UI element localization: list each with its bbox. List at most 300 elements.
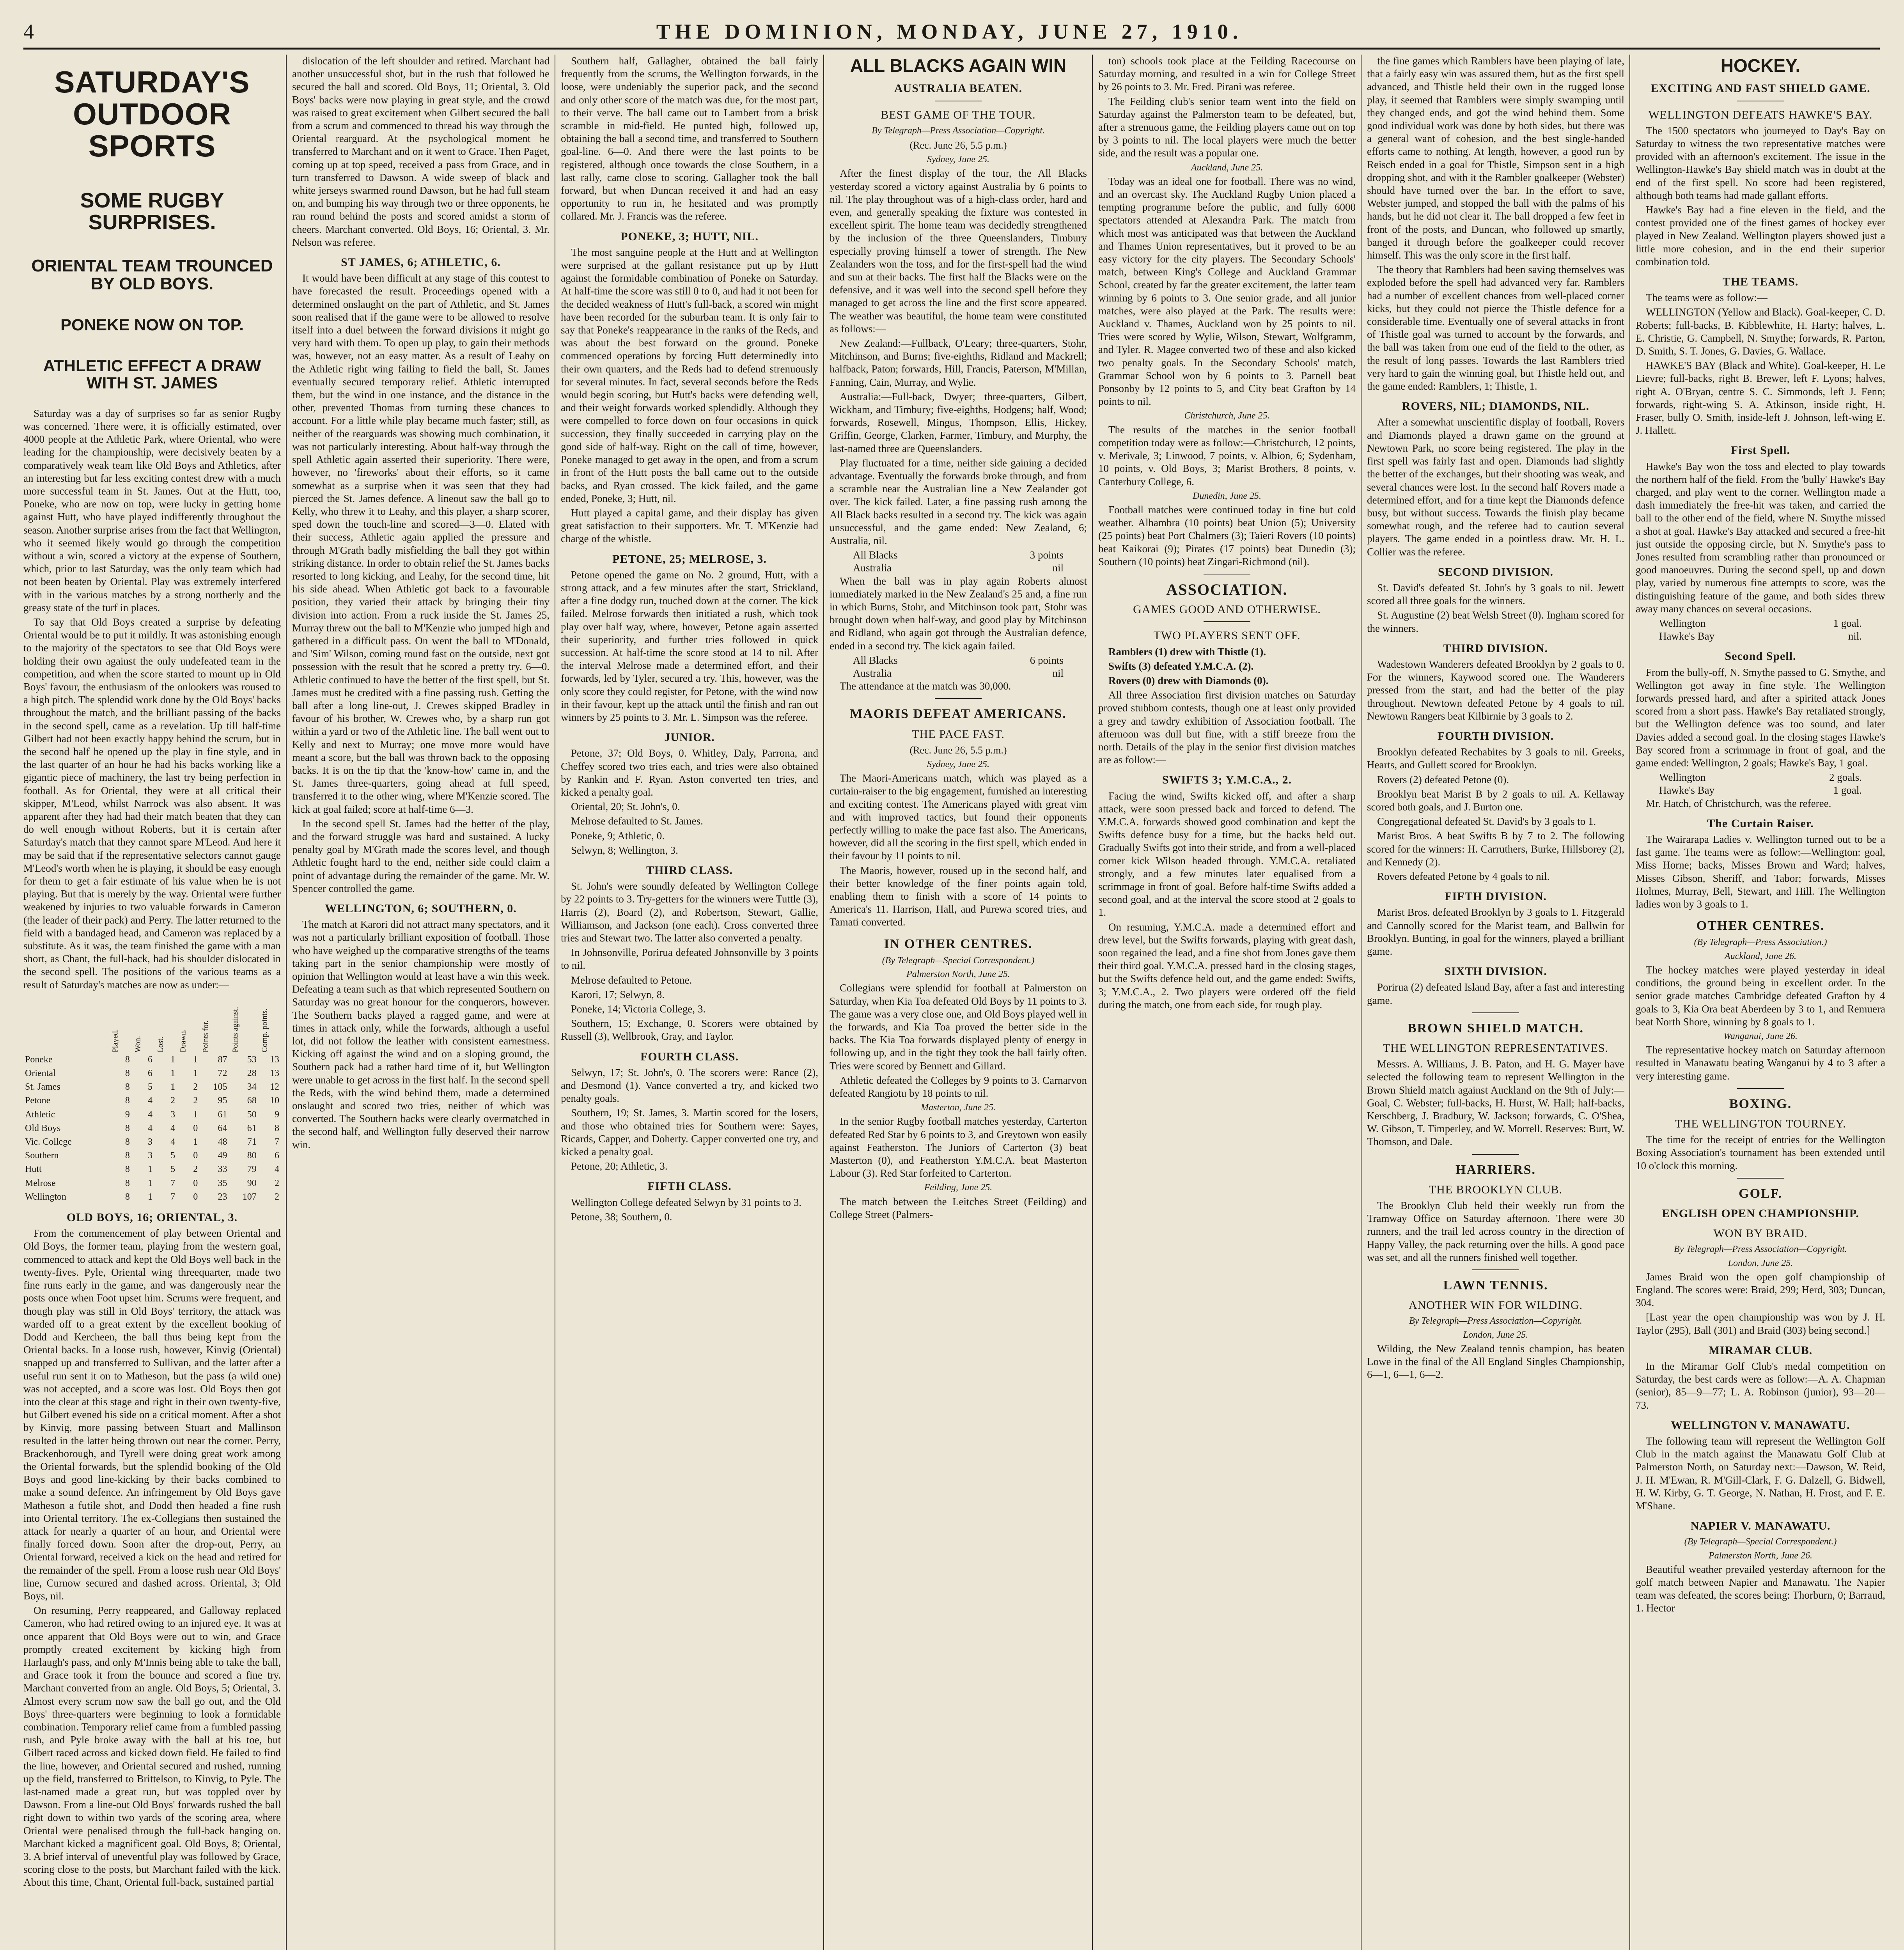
- stat-cell: 9: [125, 1109, 130, 1120]
- team-name-cell: Oriental: [25, 1068, 56, 1079]
- result-line: Wellington College defeated Selwyn by 31 points to 3.: [571, 1196, 801, 1208]
- stat-cell: 1: [147, 1178, 152, 1188]
- result-line: Melrose defaulted to Petone.: [571, 974, 692, 986]
- stat-cell: 2: [170, 1096, 176, 1106]
- sub-heading: First Spell.: [1731, 444, 1790, 457]
- match-heading: PONEKE, 3; HUTT, NIL.: [620, 230, 759, 243]
- stat-cell: 4: [170, 1137, 176, 1147]
- article-paragraph: The Maoris, however, roused up in the second half, and their better knowledge of the finer points again told, enabling them to finish with a score of 14 points to America's 11. Harrison, Hall, and Purewa scored tries, and Tamati converted.: [830, 864, 1087, 928]
- score-line: [830, 562, 1087, 574]
- division-heading: SIXTH DIVISION.: [1444, 965, 1547, 978]
- result-line: St. John's were soundly defeated by Wellington College by 22 points to 3. Try-getters for the winners were Tuttle (3), Harris (2), Board (2), and Robertson, Stewart, Gallie, Williamson, and Jackson (one each). Cross converted three tries and Stewart two. The latter also converted a penalty.: [561, 880, 818, 944]
- wire-credit: By Telegraph—Press Association—Copyright.: [1409, 1316, 1582, 1326]
- score-line: [1636, 617, 1885, 630]
- score-summary: [830, 654, 1087, 680]
- section-headline: GOLF.: [1739, 1186, 1782, 1201]
- stat-cell: 95: [218, 1096, 227, 1106]
- deck-3: PONEKE NOW ON TOP.: [60, 316, 244, 334]
- wire-credit: (By Telegraph—Special Correspondent.): [882, 955, 1035, 966]
- stat-cell: 5: [147, 1082, 152, 1092]
- stat-cell: 53: [247, 1054, 257, 1065]
- dateline: Auckland, June 26.: [1725, 951, 1796, 961]
- article-paragraph: Australia:—Full-back, Dwyer; three-quarters, Gilbert, Wickham, and Timbury; five-eighths, Hodgens; half, Wood; forwards, Rosewell, Mingus, Thompson, Ellis, Hickey, Griffin, George, Clarken, Farmer, Timbury, and Murphy, the last-named three are Queenslanders.: [830, 390, 1087, 454]
- divider: [1472, 1154, 1519, 1155]
- result-line: Ramblers (1) drew with Thistle (1).: [1108, 645, 1266, 658]
- divider: [1204, 621, 1250, 622]
- score-summary: [1636, 617, 1885, 643]
- section-headline: HARRIERS.: [1455, 1162, 1536, 1177]
- stat-cell: 1: [147, 1164, 152, 1175]
- col-header-won: Won.: [133, 1035, 142, 1053]
- article-paragraph: Brooklyn beat Marist B by 2 goals to nil. A. Kellaway scored both goals, and J. Burton one.: [1367, 788, 1624, 813]
- stat-cell: 35: [218, 1178, 227, 1188]
- deck-line: ANOTHER WIN FOR WILDING.: [1408, 1299, 1583, 1312]
- col-header-points-against: Points against.: [230, 1007, 239, 1053]
- section-headline: ASSOCIATION.: [1166, 580, 1288, 598]
- result-line: Melrose defaulted to St. James.: [571, 815, 703, 827]
- grade-heading: FIFTH CLASS.: [647, 1180, 732, 1193]
- stat-cell: 71: [247, 1137, 257, 1147]
- deck-line: ENGLISH OPEN CHAMPIONSHIP.: [1662, 1207, 1859, 1220]
- score-line: [1636, 784, 1885, 797]
- stat-cell: 4: [147, 1096, 152, 1106]
- article-paragraph: the fine games which Ramblers have been playing of late, that a fairly easy win was assured them, but as the first spell advanced, and Thistle held their own in the rugged loose play, it seemed that Ramblers were simply swamping until they changed ends, and got the wind behind them. Some good individual work was done by both sides, but there was a general want of cohesion, and the best single-handed efforts came to nothing. At length, however, a good run by Reisch ended in a goal for Thistle, Simpson sent in a high dropping shot, and with it the Rambler goalkeeper (Webster) should have turned over the bar. In the effort to save, Webster jumped, and stopped the ball with the palms of his hands, but he did not clear it. The ball dropped a few feet in front of the posts, and Duncan, who followed up smartly, banged it through before the goalkeeper could recover himself. This was the only score in the first half.: [1367, 55, 1624, 261]
- stat-cell: 2: [193, 1082, 198, 1092]
- dateline: Dunedin, June 25.: [1193, 491, 1261, 501]
- stat-cell: 0: [193, 1150, 198, 1161]
- stat-cell: 2: [193, 1164, 198, 1175]
- stat-cell: 3: [147, 1137, 152, 1147]
- column-rule: [286, 55, 287, 1950]
- sub-heading: WELLINGTON V. MANAWATU.: [1671, 1418, 1850, 1432]
- dateline: Palmerston North, June 26.: [1709, 1550, 1812, 1561]
- result-line: Petone, 37; Old Boys, 0. Whitley, Daly, Parrona, and Cheffey scored two tries each, and tries were also obtained by Rankin and F. Ryan. Aston converted ten tries, and kicked a penalty goal.: [561, 747, 818, 798]
- article-paragraph: dislocation of the left shoulder and retired. Marchant had another unsuccessful shot, but in the rush that followed he secured the ball and scored. Old Boys, 11; Oriental, 3. Old Boys' backs were now playing in great style, and the crowd was raised to great excitement when Gilbert secured the ball from a scrum and commenced to thread his way through the Oriental rearguard. At the psychological moment he transferred to Marchant and on it went to Grace. Then Paget, coming up at top speed, received a pass from Grace, and in turn transferred to Dawson. A wide sweep of black and white jerseys swarmed round Dawson, but he had full steam on, and bumping his way through two or three opponents, he ran round behind the posts and scored amidst a storm of cheers. Marchant converted. Old Boys, 16; Oriental, 3. Mr. Nelson was referee.: [292, 55, 550, 248]
- score-line: [830, 654, 1087, 667]
- article-paragraph: In the second spell St. James had the better of the play, and the forward struggle was hard and sustained. A lucky penalty goal by M'Grath made the scores level, and though Athletic fought hard to the end, neither side could claim a point of advantage during the remainder of the game. Mr. W. Spencer controlled the game.: [292, 817, 550, 894]
- deck-line: WON BY BRAID.: [1713, 1227, 1808, 1240]
- stat-cell: 6: [147, 1068, 152, 1079]
- stat-cell: 64: [218, 1123, 227, 1133]
- team-name-cell: Melrose: [25, 1178, 56, 1188]
- stat-cell: 3: [170, 1109, 176, 1120]
- stat-cell: 8: [125, 1054, 130, 1065]
- match-heading: SWIFTS 3; Y.M.C.A., 2.: [1162, 773, 1292, 787]
- result-line: Petone, 38; Southern, 0.: [571, 1211, 672, 1223]
- score-team: Wellington: [1659, 771, 1706, 784]
- result-line: In Johnsonville, Porirua defeated Johnsonville by 3 points to nil.: [561, 947, 818, 971]
- dateline: Wanganui, June 26.: [1723, 1031, 1798, 1041]
- dateline: Sydney, June 25.: [927, 154, 989, 165]
- article-paragraph: The match at Karori did not attract many spectators, and it was not a particularly brilliant exposition of football. Those who have weighed up the comparative strengths of the teams taking part in the senior championship were mostly of opinion that Wellington would at least have a win this week. Defeating a team such as that which represented Southern on Saturday was no great honour for the conquerors, however. The Southern backs played a ragged game, and were at times in attack only, while the forwards, although a useful lot, did not follow the leather with consistent earnestness. Kicking off against the wind and on a sloping ground, the Southern pack had a rather hard time of it, but Wellington were unable to get across in the first half. In the second spell the Reds, with the wind behind them, made a determined onslaught and scored two tries, neither of which was converted. The Southern backs were clearly overmatched in the second half, and Wellington fully deserved their narrow win.: [292, 918, 550, 1150]
- dateline: Sydney, June 25.: [927, 759, 989, 770]
- deck-4: ATHLETIC EFFECT A DRAW WITH ST. JAMES: [43, 356, 261, 392]
- stat-cell: 9: [275, 1109, 279, 1120]
- dateline: London, June 25.: [1463, 1330, 1528, 1340]
- sub-heading: THE TEAMS.: [1722, 275, 1799, 288]
- division-heading: FOURTH DIVISION.: [1437, 729, 1554, 743]
- article-paragraph: Marist Bros. defeated Brooklyn by 3 goals to 1. Fitzgerald and Cannolly scored for the Marist team, and Ballwin for Brooklyn. Bunting, in goal for the winners, played a brilliant game.: [1367, 906, 1624, 957]
- deck-line: GAMES GOOD AND OTHERWISE.: [1133, 603, 1321, 616]
- article-paragraph: On resuming, Y.M.C.A. made a determined effort and drew level, but the Swifts forwards, playing with great dash, soon regained the lead, and a fine shot from Jones gave them their third goal. Y.M.C.A. pressed hard in the closing stages, but the Swifts defence held out, and the game ended: Swifts, 3; Y.M.C.A., 2. Two players were ordered off the field during the match, one from each side, for rough play.: [1098, 921, 1356, 1010]
- score-summary: [1636, 771, 1885, 797]
- score-team: All Blacks: [853, 549, 898, 561]
- score-value: nil: [1052, 562, 1064, 574]
- score-value: 6 points: [1030, 654, 1064, 666]
- stat-cell: 48: [218, 1137, 227, 1147]
- article-paragraph: The Brooklyn Club held their weekly run from the Tramway Office on Saturday afternoon. There were 30 runners, and the trail led across country in the direction of Happy Valley, the pack returning over the hills. A good pace was set, and all the runners finished well together.: [1367, 1200, 1624, 1263]
- article-paragraph: HAWKE'S BAY (Black and White). Goal-keeper, H. Le Lievre; full-backs, right B. Brewer, left F. Lyons; halves, right A. O'Bryan, centre S. C. Simmonds, left J. Fenn; forwards, right-wing S. A. Atkinson, inside right, H. Fraser, bully O. Smith, inside-left J. Johnson, left-wing E. J. Hallett.: [1636, 360, 1885, 436]
- divider: [1737, 1178, 1784, 1179]
- divider: [935, 698, 982, 699]
- main-headline: SATURDAY'S OUTDOOR SPORTS: [54, 65, 250, 163]
- article-paragraph: Southern half, Gallagher, obtained the ball fairly frequently from the scrums, the Wellington forwards, in the loose, were undeniably the superior pack, and the second and only other score of the match was due, for the most part, to their verve. The ball came out to Lambert from a brisk scramble in mid-field. He punted high, followed up, obtaining the ball a second time, and transferred to Southern goal-line. 6—0. And there were the last points to be registered, although once towards the close Southern, in a last rally, came close to scoring. Gallagher took the ball forward, but when Duncan received it and had an easy opportunity to run in, he hesitated and was promptly collared. Mr. J. Francis was the referee.: [561, 55, 818, 222]
- stat-cell: 8: [125, 1082, 130, 1092]
- stat-cell: 1: [170, 1054, 176, 1065]
- stat-cell: 107: [242, 1191, 257, 1202]
- issue-date: MONDAY, JUNE 27, 1910.: [897, 20, 1243, 43]
- column-rule: [1629, 55, 1630, 1950]
- article-paragraph: From the bully-off, N. Smythe passed to G. Smythe, and Wellington got away in fine style. The Wellington forwards pressed hard, and after a spirited attack Jones scored from a short pass. Hawke's Bay retaliated strongly, but the Wellington defence was too sound, and later Davies added a second goal. In the closing stages Hawke's Bay scored from a scrimmage in front of goal, and the game ended: Wellington, 2 goals; Hawke's Bay, 1 goal.: [1636, 666, 1885, 769]
- article-paragraph: When the ball was in play again Roberts almost immediately marked in the New Zealand's 25 and, a fine run in which Burns, Stohr, and Mitchinson took part, Stohr was brought down when half-way, and good play by Mitchinson and Ridland, who again got through the Australian defence, ended in a second try. The kick again failed.: [830, 575, 1087, 652]
- stat-cell: 13: [270, 1054, 279, 1065]
- dateline: Palmerston North, June 25.: [906, 969, 1010, 980]
- standings-header-row: [23, 994, 281, 1053]
- article-paragraph: The Wairarapa Ladies v. Wellington turned out to be a fast game. The teams were as follow:—Wellington: goal, Miss Horne; backs, Misses Brown and Ward; halves, Misses Gibson, Sheriff, and Tabor; forwards, Misses Holmes, Murray, Bell, Stewart, and Hill. The Wellington ladies won by 3 goals to 1.: [1636, 833, 1885, 910]
- match-heading: ST JAMES, 6; ATHLETIC, 6.: [341, 256, 501, 269]
- article-paragraph: Mr. Hatch, of Christchurch, was the referee.: [1646, 797, 1831, 809]
- team-name-cell: Wellington: [25, 1191, 67, 1202]
- standings-row: [23, 1177, 281, 1190]
- article-paragraph: The Maori-Americans match, which was played as a curtain-raiser to the big engagement, furnished an interesting and exciting contest. The Americans played with great vim and with improved tactics, but found their opponents perfectly willing to make the pace fast also. The Americans, however, did all the scoring in the first spell, which ended in their favour by 11 points to nil.: [830, 772, 1087, 862]
- article-paragraph: All three Association first division matches on Saturday proved stubborn contests, though one at least only provided a grey and tawdry exhibition of Association football. The afternoon was dull but fine, with a stiff breeze from the north. Details of the play in the senior first division matches are as follow:—: [1098, 689, 1356, 766]
- stat-cell: 8: [125, 1178, 130, 1188]
- score-team: Hawke's Bay: [1659, 630, 1715, 642]
- sub-heading: Second Spell.: [1725, 650, 1796, 663]
- score-value: 1 goal.: [1833, 784, 1862, 796]
- team-name-cell: St. James: [25, 1082, 60, 1092]
- article-paragraph: Rovers defeated Petone by 4 goals to nil.: [1377, 870, 1550, 882]
- paper-name: THE DOMINION,: [656, 20, 887, 43]
- team-name-cell: Poneke: [25, 1054, 53, 1065]
- standings-row: [23, 1053, 281, 1067]
- article-paragraph: To say that Old Boys created a surprise by defeating Oriental would be to put it mildly. It was astonishing enough to the majority of the spectators to see that Old Boys were holding their own against the only undefeated team in the competition, and when the score started to mount up in Old Boys' favour, the enthusiasm of the onlookers was roused to a high pitch. The splendid work done by the Old Boys' backs throughout the match, and the brilliant passing of the backs in the second spell, came as a revelation. Up till half-time Gilbert had not been exactly happy behind the scrum, but in the second half he opened up the play in fine style, and in the last quarter of an hour he had his backs working like a gigantic piece of machinery, the last try being perfection in football. As for Oriental, they were at all critical their skipper, M'Leod, whilst Narrock was also absent. It was apparent after they had had their match beaten that they can do well enough without Roberts, but it is certain after Saturday's match that they cannot spare M'Leod. And here it may be said that if the representative selectors cannot gauge M'Leod's worth when he is playing, it should be easy enough for them to get a fair estimate of his value when he is not playing. But that is merely by the way. Oriental were further weakened by injuries to two valuable forwards in Cameron (the leader of their pack) and Perry. The latter returned to the field with a bandaged head, and Cameron was replaced by a substitute. As it was, the team finished the game with a man short, as Chant, the full-back, had his shoulder dislocated in the second spell. The positions of the various teams as a result of Saturday's matches are now as under:—: [23, 616, 281, 991]
- dateline: Masterton, June 25.: [921, 1103, 996, 1113]
- article-paragraph: Congregational defeated St. David's by 3 goals to 1.: [1377, 815, 1596, 828]
- deck-line: EXCITING AND FAST SHIELD GAME.: [1650, 82, 1870, 95]
- sub-heading: NAPIER V. MANAWATU.: [1690, 1519, 1831, 1533]
- article-paragraph: Collegians were splendid for football at Palmerston on Saturday, when Kia Toa defeated Old Boys by 11 points to 3. The game was a very close one, and Old Boys played well in the forwards, and Kia Toa proved the better side in the backs. The Kia Toa forwards displayed plenty of energy in following up, and in the tight they took the ball fairly often. Tries were scored by Bennett and Gillard.: [830, 982, 1087, 1072]
- column-4: [830, 55, 1087, 1950]
- grade-heading: THIRD CLASS.: [646, 863, 733, 877]
- standings-row: [23, 1122, 281, 1135]
- result-line: Petone, 20; Athletic, 3.: [571, 1160, 668, 1172]
- stat-cell: 6: [275, 1150, 279, 1161]
- grade-heading: JUNIOR.: [664, 731, 715, 744]
- stat-cell: 0: [193, 1123, 198, 1133]
- wire-credit: (By Telegraph—Special Correspondent.): [1684, 1537, 1837, 1547]
- stat-cell: 49: [218, 1150, 227, 1161]
- article-paragraph: Wadestown Wanderers defeated Brooklyn by 2 goals to 0. For the winners, Kaywood scored one. The Wanderers pressed from the start, and had the better of the play throughout. Newtown defeated Petone by 4 goals to nil. Newtown Rangers beat Kilbirnie by 3 goals to 2.: [1367, 658, 1624, 722]
- column-3: [561, 55, 818, 1950]
- article-paragraph: The time for the receipt of entries for the Wellington Boxing Association's tournament has been extended until 10 o'clock this morning.: [1636, 1134, 1885, 1172]
- grade-heading: FOURTH CLASS.: [640, 1050, 739, 1063]
- column-rule: [1361, 55, 1362, 1950]
- standings-row: [23, 1163, 281, 1176]
- column-1: [23, 55, 281, 1950]
- stat-cell: 12: [270, 1082, 279, 1092]
- score-value: nil: [1052, 667, 1064, 679]
- result-line: Southern, 19; St. James, 3. Martin scored for the losers, and those who obtained tries for Southern were: Sayes, Ricards, Capper, and Doherty. Capper converted one try, and kicked a penalty goal.: [561, 1107, 818, 1158]
- received-time: (Rec. June 26, 5.5 p.m.): [909, 744, 1007, 756]
- dateline: Auckland, June 25.: [1191, 162, 1263, 173]
- dateline: Christchurch, June 25.: [1184, 411, 1270, 421]
- article-paragraph: Athletic defeated the Colleges by 9 points to 3. Carnarvon defeated Rangiotu by 18 points to nil.: [830, 1074, 1087, 1099]
- score-line: [1636, 771, 1885, 784]
- article-paragraph: St. David's defeated St. John's by 3 goals to nil. Jewett scored all three goals for the winners.: [1367, 581, 1624, 607]
- score-line: [1636, 630, 1885, 643]
- stat-cell: 8: [275, 1123, 279, 1133]
- stat-cell: 1: [193, 1109, 198, 1120]
- stat-cell: 1: [193, 1137, 198, 1147]
- article-paragraph: Hawke's Bay won the toss and elected to play towards the northern half of the field. From the 'bully' Hawke's Bay charged, and play went to the corner. Wellington made a dash immediately the free-hit was taken, and carried the ball to the other end of the field, where N. Smythe missed a shot at goal. Hawke's Bay attacked and secured a free-hit just outside the opposing circle, but N. Smythe's pass to Jones resulted from scrambling rather than pronounced or good manoeuvres. During the second spell, up and down play, varied by numerous fine attempts to score, was the distinguishing feature of the game, and both sides threw away many chances on several occasions.: [1636, 460, 1885, 615]
- article-paragraph: Marist Bros. A beat Swifts B by 7 to 2. The following scored for the winners: H. Carruthers, Burke, Hillsborey (2), and Kennedy (2).: [1367, 830, 1624, 868]
- article-paragraph: The representative hockey match on Saturday afternoon resulted in Manawatu beating Wanganui by 4 to 3 after a very interesting game.: [1636, 1044, 1885, 1082]
- result-line: Poneke, 14; Victoria College, 3.: [571, 1003, 706, 1015]
- deck-line: THE BROOKLYN CLUB.: [1429, 1183, 1563, 1196]
- article-paragraph: Brooklyn defeated Rechabites by 3 goals to nil. Greeks, Hearts, and Gullett scored for Brooklyn.: [1367, 746, 1624, 771]
- col-header-lost: Lost.: [156, 1036, 165, 1053]
- article-paragraph: Football matches were continued today in fine but cold weather. Alhambra (10 points) beat Union (5); University (25 points) beat Port Chalmers (3); Taieri Rovers (10 points) beat Kaikorai (9); Pirates (17 points) beat Dunedin (3); Southern (10 points) beat Zingari-Richmond (nil).: [1098, 503, 1356, 567]
- team-name-cell: Petone: [25, 1096, 51, 1106]
- wire-credit: By Telegraph—Press Association—Copyright.: [872, 125, 1045, 136]
- stat-cell: 4: [275, 1164, 279, 1175]
- stat-cell: 50: [247, 1109, 257, 1120]
- deck-line: THE PACE FAST.: [912, 727, 1005, 741]
- division-heading: SECOND DIVISION.: [1438, 565, 1554, 578]
- received-time: (Rec. June 26, 5.5 p.m.): [909, 139, 1007, 151]
- stat-cell: 87: [218, 1054, 227, 1065]
- article-paragraph: Rovers (2) defeated Petone (0).: [1377, 773, 1509, 785]
- article-paragraph: On resuming, Perry reappeared, and Galloway replaced Cameron, who had retired owing to an injured eye. It was at once apparent that Old Boys were out to win, and Grace promptly created excitement by kicking high from Harlaugh's pass, and only M'Innis being able to take the ball, and Grace took it from the bounce and scored a fine try. Marchant converted from an angle. Old Boys, 5; Oriental, 3. Almost every scrum now saw the ball go out, and the Old Boys' three-quarters were beginning to look a formidable combination. Temporary relief came from a fumbled passing rush, and Pyle broke away with the ball at his toe, but Gilbert raced across and kicked down field. He failed to find the line, however, and Oriental secured and rushed, running up the field, transferred to Brittelson, to Kinvig, to Pyle. The last-named made a great run, but was toppled over by Dawson. From a line-out Old Boys' forwards rushed the ball right down to within two yards of the scoring area, where Oriental were penalised through the full-back hanging on. Marchant kicked a magnificent goal. Old Boys, 8; Oriental, 3. A brief interval of uneventful play was followed by Grace, scoring close to the posts, but Marchant failed with the kick. About this time, Chant, Oriental full-back, sustained partial: [23, 1604, 281, 1888]
- article-paragraph: Saturday was a day of surprises so far as senior Rugby was concerned. There were, it is officially estimated, over 4000 people at the Athletic Park, where Oriental, who were leading for the championship, were decisively beaten by a comparatively weak team like Old Boys and Athletics, after an interesting but far less exciting contest drew with a much more successful team in St. James. Out at the Hutt, too, Poneke, who are now on top, were lucky in getting home against Hutt, who have played indifferently throughout the season. Another surprise arises from the fact that Wellington, who it seemed likely would go through the competition without a win, scored a victory at the expense of Southern, which, prior to last Saturday, was the only team which had not been beaten by Oriental. Play was extremely interfered with in the various matches by a strong northerly and the greasy state of the turf in places.: [23, 407, 281, 613]
- stat-cell: 28: [247, 1068, 257, 1079]
- deck-line: THE WELLINGTON TOURNEY.: [1675, 1117, 1846, 1130]
- stat-cell: 23: [218, 1191, 227, 1202]
- result-line: Selwyn, 17; St. John's, 0. The scorers were: Rance (2), and Desmond (1). Vance converted a try, and kicked two penalty goals.: [561, 1066, 818, 1104]
- score-value: 2 goals.: [1829, 771, 1862, 784]
- article-paragraph: Hawke's Bay had a fine eleven in the field, and the contest provided one of the finest games of hockey ever played in New Zealand. Wellington players showed just a little more cohesion, and in the end their superior combination told.: [1636, 204, 1885, 268]
- stat-cell: 80: [247, 1150, 257, 1161]
- result-line: Rovers (0) drew with Diamonds (0).: [1108, 674, 1269, 686]
- article-paragraph: The most sanguine people at the Hutt and at Wellington were surprised at the gallant resistance put up by Hutt against the formidable combination of Poneke on Saturday. At half-time the score was still 0 to 0, and had it not been for the decided weakness of Hutt's full-back, a scored win might have been recorded for the suburban team. It is only fair to say that Poneke's reappearance in the ranks of the Reds, and was about the best forward on the ground. Poneke commenced operations by forcing Hutt determinedly into their own quarters, and the Reds had to defend strenuously for several minutes. In fact, several seconds before the Reds would begin scoring, but Hutt's backs were defending well, and their weight forwards worked splendidly. Although they were compelled to force down on four occasions in quick succession, they finally succeeded in carrying play on the good side of half-way. Right on the call of time, however, Poneke managed to get away in the open, and from a scrum in front of the Hutt posts the ball came out to the outside backs, and Ryan crossed. The kick failed, and the game ended, Poneke, 3; Hutt, nil.: [561, 246, 818, 504]
- standings-row: [23, 1135, 281, 1149]
- stat-cell: 68: [247, 1096, 257, 1106]
- article-paragraph: WELLINGTON (Yellow and Black). Goal-keeper, C. D. Roberts; full-backs, B. Kibblewhite, H. Harty; halves, L. E. Christie, G. Campbell, N. Smythe; forwards, R. Parton, D. Smith, S. T. Jones, G. Davies, G. Wallace.: [1636, 306, 1885, 357]
- stat-cell: 1: [193, 1054, 198, 1065]
- score-team: Hawke's Bay: [1659, 784, 1715, 796]
- stat-cell: 8: [125, 1150, 130, 1161]
- masthead-rule: [23, 48, 1880, 50]
- standings-row: [23, 1080, 281, 1094]
- stat-cell: 6: [147, 1054, 152, 1065]
- score-summary: [830, 549, 1087, 574]
- article-paragraph: Messrs. A. Williams, J. B. Paton, and H. G. Mayer have selected the following team to represent Wellington in the Brown Shield match against Auckland on the 9th of July:—Goal, C. Webster; full-backs, H. Hurst, W. Hall; half-backs, Kerschberg, J. Bradbury, W. Jackson; forwards, C. O'Shea, W. Gibson, T. Timperley, and W. Morrell. Reserves: Burt, W. Thomson, and Dale.: [1367, 1058, 1624, 1148]
- article-paragraph: The results of the matches in the senior football competition today were as follow:—Christchurch, 12 points, v. Merivale, 3; Linwood, 7 points, v. Albion, 6; Sydenham, 10 points, v. Old Boys, 3; Marist Brothers, 8 points, v. Canterbury College, 6.: [1098, 424, 1356, 488]
- article-paragraph: Play fluctuated for a time, neither side gaining a decided advantage. Eventually the forwards broke through, and from a scramble near the Australian line a New Zealander got over. The kick failed. Later, a fine passing rush among the All Black backs resulted in a second try. The kick was again unsuccessful, and the game ended: New Zealand, 6; Australia, nil.: [830, 457, 1087, 546]
- column-2: [292, 55, 550, 1950]
- stat-cell: 8: [125, 1068, 130, 1079]
- article-paragraph: [Last year the open championship was won by J. H. Taylor (295), Ball (301) and Braid (303) being second.]: [1636, 1311, 1885, 1336]
- col-header-drawn: Drawn.: [179, 1029, 188, 1053]
- article-paragraph: Facing the wind, Swifts kicked off, and after a sharp attack, were soon pressed back and forced to defend. The Y.M.C.A. forwards showed good combination and kept the Swifts defence busy for a time, but the backs held out. Gradually Swifts got into their stride, and from a well-placed corner kick Wilson headed through. Y.M.C.A. retaliated strongly, and a few minutes later equalised from a scrimmage in front of goal. Before half-time Swifts added a second goal, and at the interval the score stood at 2 goals to 1.: [1098, 790, 1356, 918]
- stat-cell: 7: [275, 1137, 279, 1147]
- article-paragraph: The hockey matches were played yesterday in ideal conditions, the ground being in excellent order. In the senior grade matches Cambridge defeated Grafton by 4 goals to 3, Kia Ora beat Aberdeen by 3 to 1, and Remuera beat North Shore, winning by 8 goals to 1.: [1636, 964, 1885, 1028]
- team-name-cell: Hutt: [25, 1164, 42, 1175]
- article-paragraph: The following team will represent the Wellington Golf Club in the match against the Manawatu Golf Club at Palmerston North, on Saturday next:—Dawson, W. Reid, J. H. M'Ewan, R. M'Gill-Clark, F. G. Dalzell, G. Bidwell, H. W. Kirby, G. T. George, N. Nathan, H. Frost, and F. E. M'Shane.: [1636, 1435, 1885, 1512]
- stat-cell: 1: [170, 1082, 176, 1092]
- score-line: [830, 549, 1087, 562]
- stat-cell: 8: [125, 1164, 130, 1175]
- article-paragraph: In the senior Rugby football matches yesterday, Carterton defeated Red Star by 6 points to 3, and Greytown won easily against Featherston. The Juniors of Carterton (3) beat Masterton (0), and Featherston Y.M.C.A. beat Masterton Labour (3). Red Star forfeited to Carterton.: [830, 1115, 1087, 1179]
- match-heading: ROVERS, NIL; DIAMONDS, NIL.: [1402, 400, 1590, 413]
- stat-cell: 0: [193, 1178, 198, 1188]
- stat-cell: 13: [270, 1068, 279, 1079]
- stat-cell: 8: [125, 1096, 130, 1106]
- article-paragraph: The teams were as follow:—: [1646, 292, 1767, 304]
- article-paragraph: Wilding, the New Zealand tennis champion, has beaten Lowe in the final of the All England Singles Championship, 6—1, 6—1, 6—2.: [1367, 1342, 1624, 1381]
- deck-line: THE WELLINGTON REPRESENTATIVES.: [1383, 1042, 1609, 1055]
- standings-row: [23, 1108, 281, 1122]
- deck-line: AUSTRALIA BEATEN.: [894, 82, 1023, 95]
- article-paragraph: Petone opened the game on No. 2 ground, Hutt, with a strong attack, and a few minutes after the start, Strickland, after a fine dodgy run, touched down at the corner. The kick failed. Melrose forwards then initiated a rush, which took play over half way, where, however, Petone again asserted their superiority, and further tries followed in quick succession. At half-time the score stood at 14 to nil. After the interval Melrose made a determined effort, and their forwards, led by Tyler, secured a try. This, however, was the only score they could register, for Petone, with the wind now in their favour, kept up the attack until the finish and ran out winners by 25 points to 3. Mr. L. Simpson was the referee.: [561, 569, 818, 723]
- standings-row: [23, 1094, 281, 1108]
- result-line: Southern, 15; Exchange, 0. Scorers were obtained by Russell (3), Wellbrook, Gray, and Taylor.: [561, 1018, 818, 1042]
- stat-cell: 72: [218, 1068, 227, 1079]
- stat-cell: 5: [170, 1150, 176, 1161]
- article-paragraph: The 1500 spectators who journeyed to Day's Bay on Saturday to witness the two representative matches were provided with an afternoon's excitement. The issue in the Wellington-Hawke's Bay shield match was in doubt at the end of the first spell. No score had been registered, although both teams had made gallant efforts.: [1636, 124, 1885, 201]
- stat-cell: 1: [147, 1191, 152, 1202]
- deck-1: SOME RUGBY SURPRISES.: [80, 188, 224, 234]
- stat-cell: 1: [193, 1068, 198, 1079]
- team-name-cell: Old Boys: [25, 1123, 61, 1133]
- stat-cell: 10: [270, 1096, 279, 1106]
- match-heading: PETONE, 25; MELROSE, 3.: [612, 552, 767, 566]
- stat-cell: 4: [147, 1109, 152, 1120]
- division-heading: FIFTH DIVISION.: [1445, 890, 1547, 903]
- score-value: 3 points: [1030, 549, 1064, 561]
- sub-heading: The Curtain Raiser.: [1707, 817, 1814, 830]
- match-heading: WELLINGTON, 6; SOUTHERN, 0.: [325, 902, 517, 915]
- col-header-points-for: Points for.: [201, 1020, 210, 1053]
- stat-cell: 33: [218, 1164, 227, 1175]
- dateline: London, June 25.: [1728, 1258, 1793, 1268]
- team-name-cell: Athletic: [25, 1109, 55, 1120]
- score-team: All Blacks: [853, 654, 898, 666]
- wire-credit: (By Telegraph—Press Association.): [1694, 937, 1827, 948]
- stat-cell: 7: [170, 1178, 176, 1188]
- sub-heading: MIRAMAR CLUB.: [1708, 1344, 1813, 1357]
- result-line: Swifts (3) defeated Y.M.C.A. (2).: [1108, 660, 1254, 672]
- score-value: 1 goal.: [1833, 617, 1862, 629]
- match-heading: OLD BOYS, 16; ORIENTAL, 3.: [66, 1211, 238, 1224]
- article-paragraph: James Braid won the open golf championship of England. The scores were: Braid, 299; Herd, 303; Duncan, 304.: [1636, 1271, 1885, 1309]
- divider: [1737, 1088, 1784, 1089]
- stat-cell: 1: [170, 1068, 176, 1079]
- score-team: Australia: [853, 667, 892, 679]
- result-line: Oriental, 20; St. John's, 0.: [571, 801, 680, 813]
- article-paragraph: The match between the Leitches Street (Feilding) and College Street (Palmers-: [830, 1195, 1087, 1220]
- section-headline: HOCKEY.: [1720, 55, 1801, 76]
- column-6: [1367, 55, 1624, 1950]
- paper-name-and-date: [35, 20, 1864, 44]
- column-rule: [1092, 55, 1093, 1950]
- team-name-cell: Southern: [25, 1150, 59, 1161]
- result-line: Karori, 17; Selwyn, 8.: [571, 988, 665, 1000]
- standings-row: [23, 1190, 281, 1204]
- stat-cell: 105: [213, 1082, 227, 1092]
- page-number: 4: [23, 20, 35, 43]
- result-line: Poneke, 9; Athletic, 0.: [571, 830, 665, 842]
- deck-line: BEST GAME OF THE TOUR.: [881, 108, 1036, 121]
- standings-row: [23, 1067, 281, 1080]
- article-heading: MAORIS DEFEAT AMERICANS.: [850, 707, 1067, 722]
- stat-cell: 7: [170, 1191, 176, 1202]
- article-paragraph: Today was an ideal one for football. There was no wind, and an overcast sky. The Auckland Rugby Union placed a tempting programme before the public, and fully 6000 spectators attended at Alexandra Park. The match from which most was anticipated was that between the Auckland and Thames Union representatives, but it proved to be an easy victory for the city players. The Secondary Schools' match, between King's College and Auckland Grammar School, created by far the greater excitement, the latter team winning by 6 points to 3. One senior grade, and all junior matches, were also played at the Park. The results were: Auckland v. Thames, Auckland won by 25 points to nil. Tries were scored by Wylie, Wilson, Stewart, Wolfgramm, and Tyler. R. Magee converted two of these and also kicked two penalty goals. In the Secondary Schools' match, Grammar School won by 6 points to 3. Parnell beat Ponsonby by 12 points to 5, and City beat Grafton by 14 points to nil.: [1098, 175, 1356, 408]
- deck-2: ORIENTAL TEAM TROUNCED BY OLD BOYS.: [31, 256, 273, 294]
- stat-cell: 2: [275, 1191, 279, 1202]
- stat-cell: 5: [170, 1164, 176, 1175]
- stat-cell: 2: [275, 1178, 279, 1188]
- stat-cell: 34: [247, 1082, 257, 1092]
- column-rule: [823, 55, 824, 1950]
- article-paragraph: New Zealand:—Fullback, O'Leary; three-quarters, Stohr, Mitchinson, and Burns; five-eighths, Ridland and Mackrell; halfback, Paton; forwards, Hill, Francis, Paterson, M'Millan, Fanning, Cain, Murray, and Wylie.: [830, 337, 1087, 388]
- stat-cell: 4: [147, 1123, 152, 1133]
- deck-line: WELLINGTON DEFEATS HAWKE'S BAY.: [1648, 108, 1873, 121]
- stat-cell: 90: [247, 1178, 257, 1188]
- stat-cell: 3: [147, 1150, 152, 1161]
- article-paragraph: Porirua (2) defeated Island Bay, after a fast and interesting game.: [1367, 981, 1624, 1006]
- team-name-cell: Vic. College: [25, 1137, 72, 1147]
- section-headline: ALL BLACKS AGAIN WIN: [850, 55, 1067, 76]
- article-paragraph: Hutt played a capital game, and their display has given great satisfaction to their supporters. Mr. T. M'Kenzie had charge of the whistle.: [561, 507, 818, 545]
- article-paragraph: From the commencement of play between Oriental and Old Boys, the former team, playing from the western goal, commenced to attack and kept the Old Boys well back in the twenty-fives. Pyle, Oriental wing threequarter, made two fine runs early in the game, and was dangerously near the posts once when Foot upset him. Scrums were frequent, and though play was still in Old Boys' territory, the attack was warded off to a great extent by the excellent booking of Dodd and Kercheen, the ball thus being kept from the Oriental backs. In a loose rush, however, Kinvig (Oriental) snapped up and transferred to Sullivan, and the latter after a useful run sent it on to Matheson, but the pass (a wild one) was not accepted, and a score was lost. Old Boys then got into the clear at this stage and right in their own twenty-five, but Gilbert evened his side on a critical moment. After a shot by Kinvig, more passing between Stuart and Mallinson resulted in the latter being thrown out near the corner. Perry, Brackenborough, and Tyrell were doing great work among the Oriental forwards, but the splendid booking of the Old Boys and good line-kicking by their backs combined to make a sound defence. An infringement by Old Boys gave Matheson a futile shot, and Dodd then headed a fine rush into Oriental territory. The ex-Collegians then sustained the attack for nearly a quarter of an hour, and Oriental were finally forced down. Soon after the drop-out, Perry, an Oriental forward, received a kick on the head and retired for the remainder of the spell. From a loose rush near Old Boys' line, Curnow secured and dashed across. Oriental, 3; Old Boys, nil.: [23, 1227, 281, 1602]
- result-line: Selwyn, 8; Wellington, 3.: [571, 844, 678, 856]
- stat-cell: 79: [247, 1164, 257, 1175]
- score-value: nil.: [1848, 630, 1862, 642]
- score-line: [830, 667, 1087, 680]
- stat-cell: 8: [125, 1137, 130, 1147]
- section-headline: LAWN TENNIS.: [1443, 1278, 1548, 1293]
- column-5: [1098, 55, 1356, 1950]
- dateline: Feilding, June 25.: [924, 1182, 993, 1193]
- stat-cell: 61: [247, 1123, 257, 1133]
- standings-table: [23, 994, 281, 1204]
- article-paragraph: After a somewhat unscientific display of football, Rovers and Diamonds played a drawn game on the ground at Newtown Park, no score being registered. The play in the first spell was fairly fast and open. Diamonds had slightly the better of the exchanges, but their shooting was weak, and several chances were lost. In the second half Rovers made a determined effort, and for a time kept the Diamonds defence busy, but without success. Towards the finish play became somewhat rough, and the referee had to caution several players. The game ended in a pointless draw. Mr. H. L. Collier was the referee.: [1367, 416, 1624, 558]
- article-heading: BROWN SHIELD MATCH.: [1407, 1021, 1584, 1035]
- col-header-played: Played.: [111, 1029, 120, 1053]
- article-paragraph: Beautiful weather prevailed yesterday afternoon for the golf match between Napier and Manawatu. The Napier team was defeated, the scores being: Thorburn, 0; Barraud, 1. Hector: [1636, 1563, 1885, 1614]
- divider: [1472, 1012, 1519, 1013]
- standings-row: [23, 1149, 281, 1163]
- divider: [1472, 1269, 1519, 1270]
- article-paragraph: The attendance at the match was 30,000.: [840, 680, 1011, 692]
- wire-credit: By Telegraph—Press Association—Copyright.: [1674, 1244, 1847, 1255]
- article-paragraph: ton) schools took place at the Feilding Racecourse on Saturday morning, and resulted in a win for College Street by 26 points to 3. Mr. Fred. Pirani was referee.: [1098, 55, 1356, 93]
- masthead: [23, 8, 1880, 44]
- col-header-comp-points: Comp. points.: [260, 1008, 269, 1053]
- section-headline: BOXING.: [1729, 1096, 1792, 1111]
